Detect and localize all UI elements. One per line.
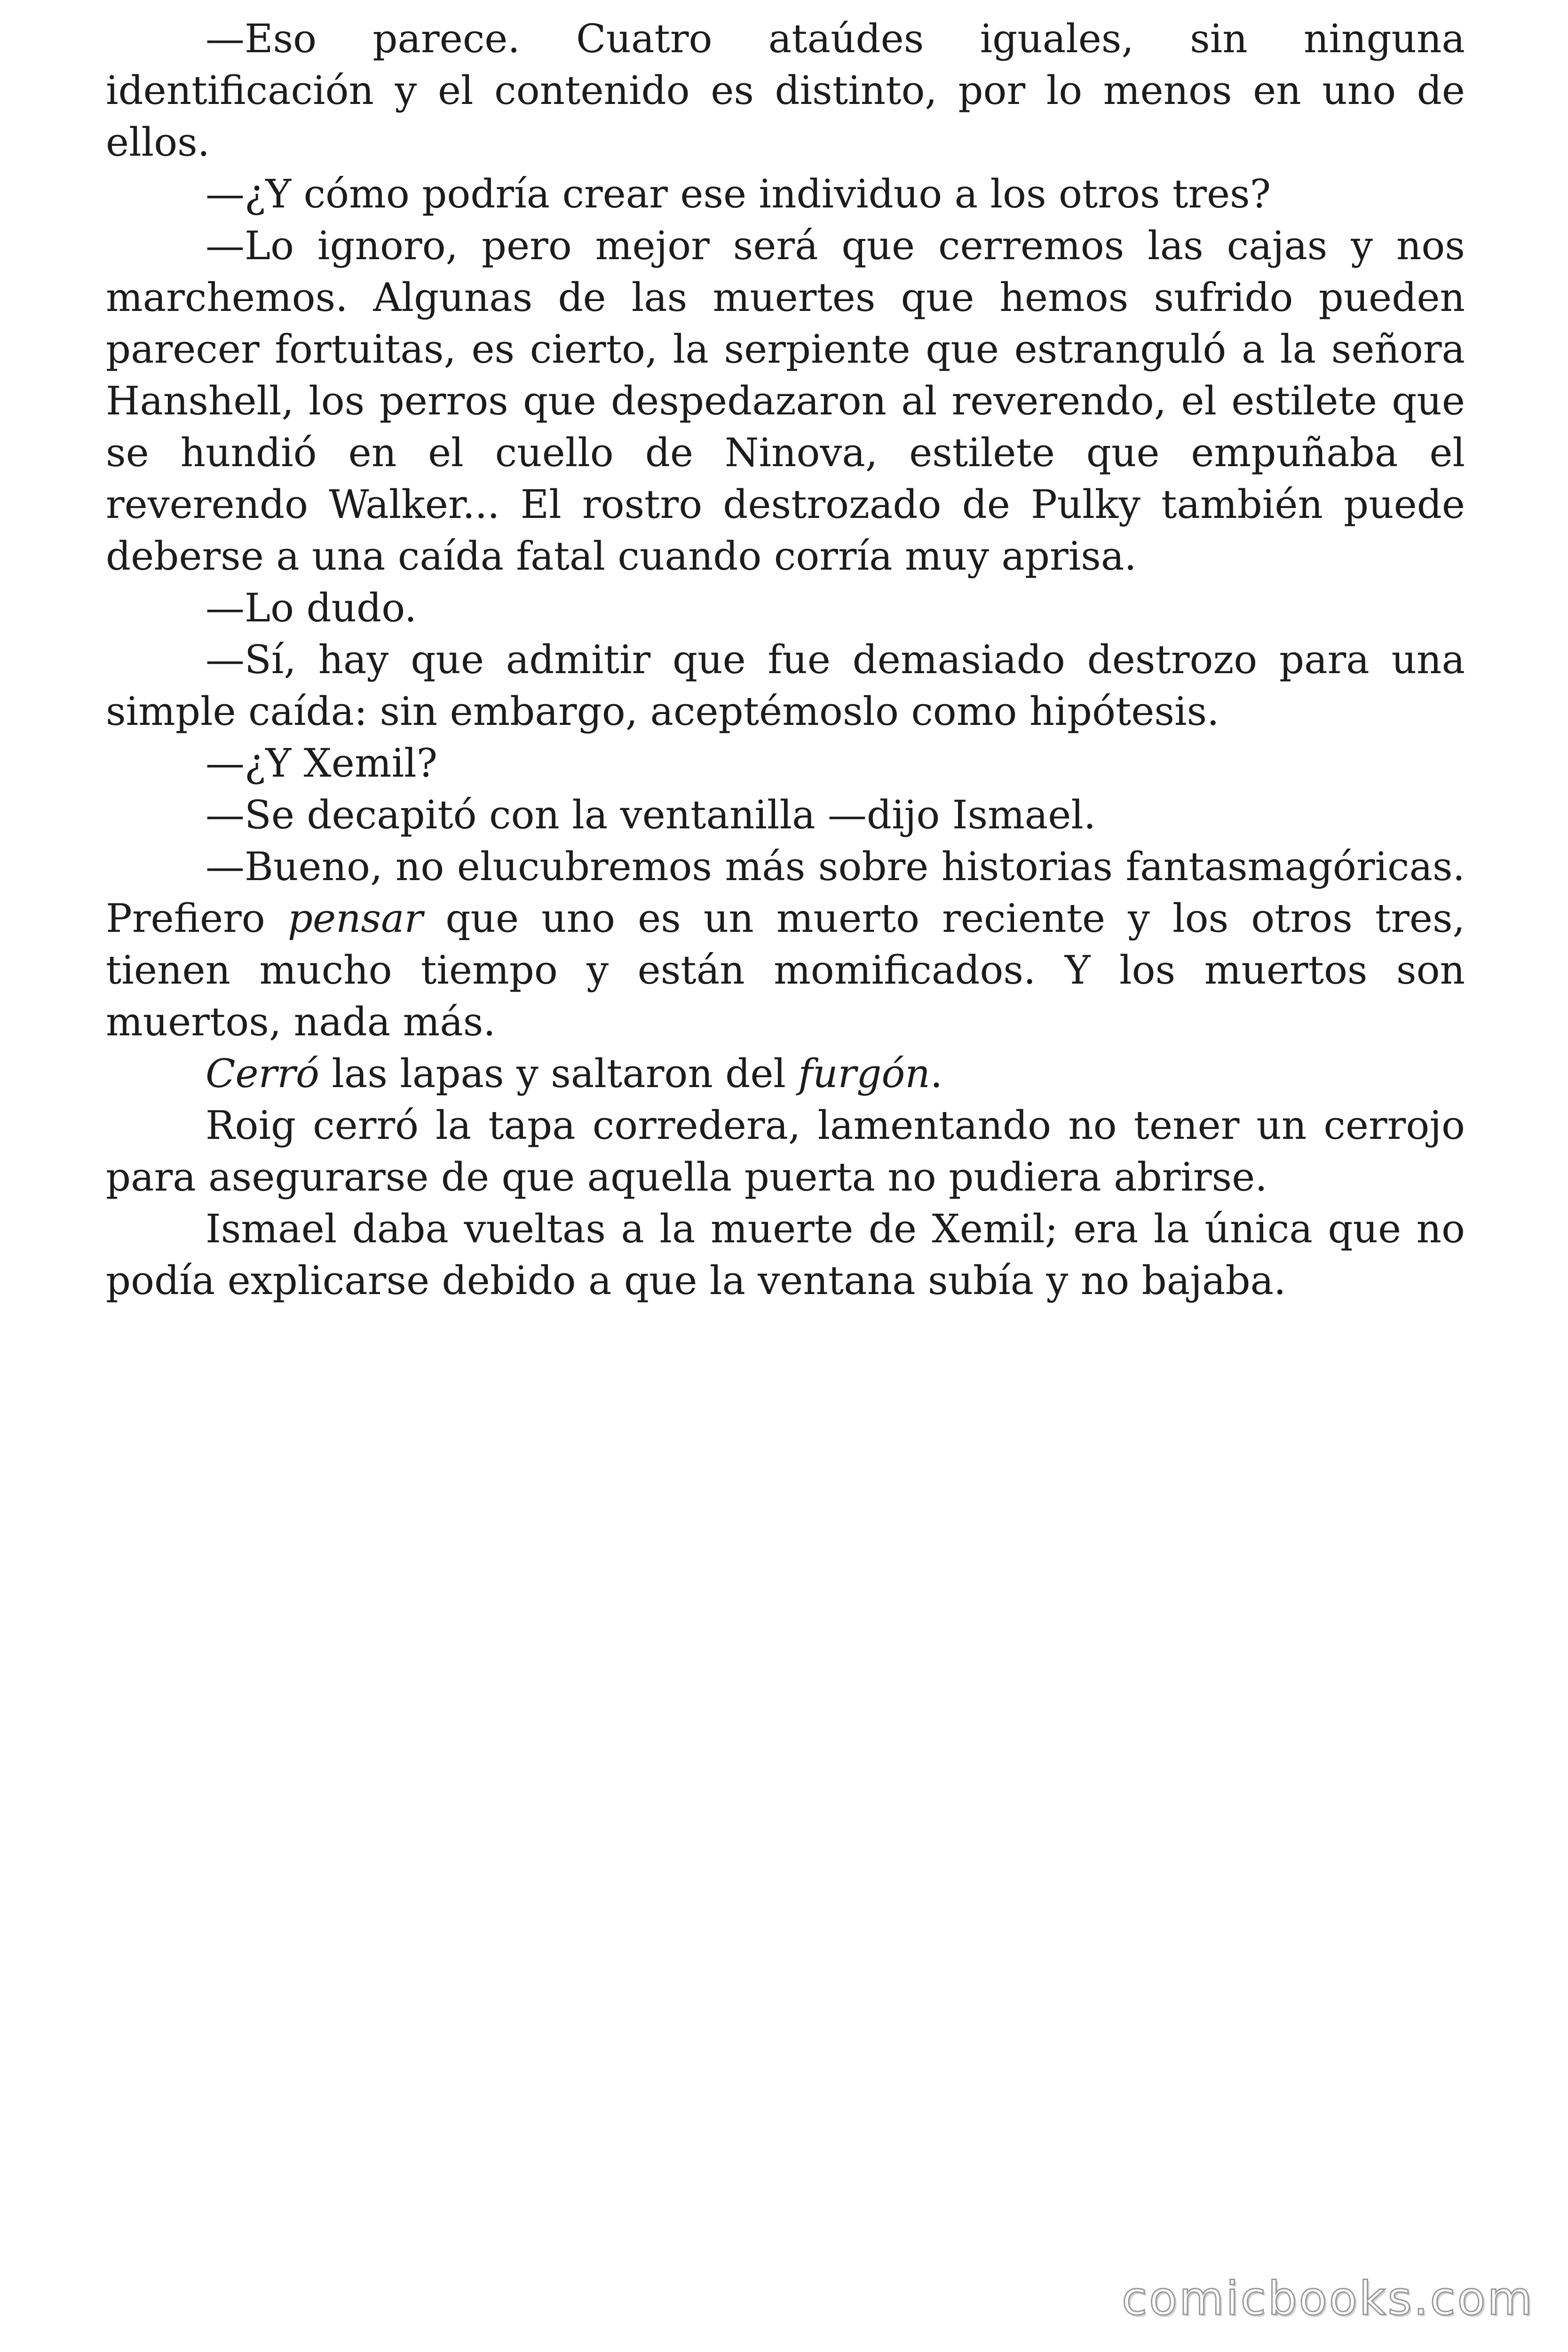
paragraph: —Sí, hay que admitir que fue demasiado destrozo para una simple caída: sin embargo, aceptémoslo como hipótesis. bbox=[106, 637, 1465, 734]
paragraph: Roig cerró la tapa corredera, lamentando no tener un cerrojo para asegurarse de que aquella puerta no pudiera abrirse. bbox=[106, 1103, 1465, 1200]
body-text bbox=[106, 13, 1465, 1307]
text-run: . bbox=[930, 1051, 943, 1097]
italic-text: pensar bbox=[287, 896, 423, 941]
paragraph: —Lo dudo. bbox=[206, 585, 417, 631]
paragraph: Ismael daba vueltas a la muerte de Xemil; era la única que no podía explicarse debido a que la ventana subía y no bajaba. bbox=[106, 1206, 1465, 1303]
italic-text: Cerró bbox=[206, 1051, 319, 1097]
paragraph: —¿Y cómo podría crear ese individuo a los otros tres? bbox=[206, 171, 1271, 217]
paragraph: —¿Y Xemil? bbox=[206, 740, 438, 786]
text-run: —Bueno, no elucubremos más sobre historias fantasmagóricas. Prefiero bbox=[106, 844, 1465, 941]
paragraph: —Lo ignoro, pero mejor será que cerremos las cajas y nos marchemos. Algunas de las muertes que hemos sufrido pueden parecer fortuitas, es cierto, la serpiente que estranguló a la señora Hanshell, los perros que despedazaron al reverendo, el estilete que se hundió en el cuello de Ninova, estilete que empuñaba el reverendo Walker... El rostro destrozado de Pulky también puede deberse a una caída fatal cuando corría muy aprisa. bbox=[106, 223, 1465, 579]
text-run: que uno es un muerto reciente y los otros tres, tienen mucho tiempo y están momificados. Y los muertos son muertos, nada más. bbox=[106, 896, 1465, 1045]
watermark: comicbooks.com bbox=[1122, 2272, 1534, 2326]
paragraph bbox=[106, 841, 1465, 1048]
paragraph: —Eso parece. Cuatro ataúdes iguales, sin ninguna identificación y el contenido es distinto, por lo menos en uno de ellos. bbox=[106, 16, 1465, 165]
italic-text: furgón bbox=[798, 1051, 930, 1097]
paragraph bbox=[106, 1048, 1465, 1100]
paragraph: —Se decapitó con la ventanilla —dijo Ismael. bbox=[206, 792, 1096, 838]
text-run: las lapas y saltaron del bbox=[319, 1051, 799, 1097]
